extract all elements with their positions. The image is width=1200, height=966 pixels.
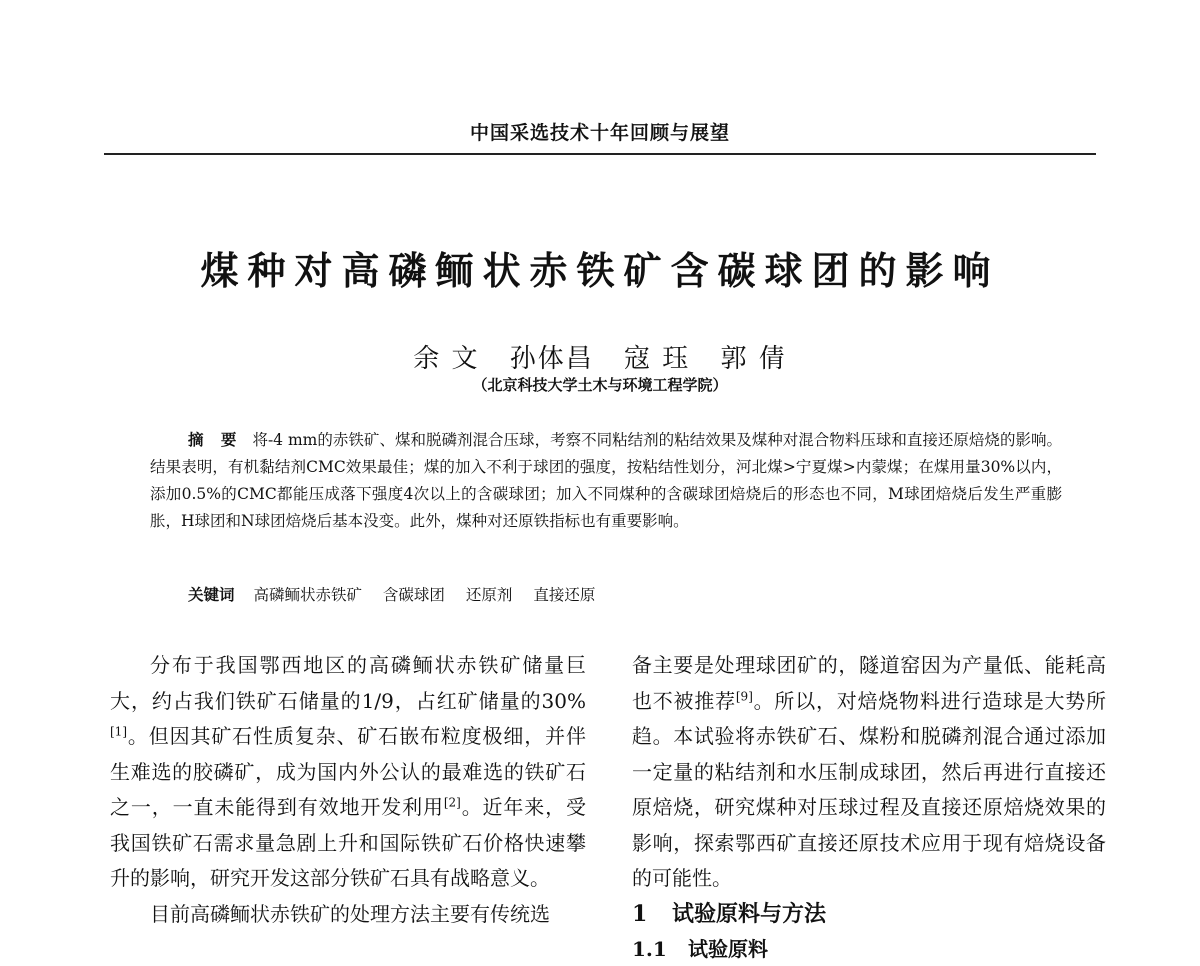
body-paragraph: 分布于我国鄂西地区的高磷鲕状赤铁矿储量巨大，约占我们铁矿石储量的1/9，占红矿储量的30%[1]。但因其矿石性质复杂、矿石嵌布粒度极细，并伴生难选的胶磷矿，成为国内外公认的最难选的铁矿石之一，一直未能得到有效地开发利用[2]。近年来，受我国铁矿石需求量急剧上升和国际铁矿石价格快速攀升的影响，研究开发这部分铁矿石具有战略意义。: [110, 653, 587, 890]
author-name: 郭 倩: [720, 344, 787, 374]
subsection-heading: 1.1 试验原料: [632, 936, 768, 961]
author-name: 寇 珏: [624, 344, 691, 374]
abstract: [150, 426, 1062, 535]
body-paragraph: 目前高磷鲕状赤铁矿的处理方法主要有传统选: [150, 901, 550, 926]
citation: [9]: [735, 688, 753, 703]
keyword: 高磷鲕状赤铁矿: [253, 586, 362, 604]
keyword: 直接还原: [533, 586, 596, 604]
running-header: 中国采选技术十年回顾与展望: [469, 122, 730, 144]
body-column-right: [632, 648, 1106, 966]
keyword: 还原剂: [465, 586, 513, 604]
citation: [2]: [443, 795, 461, 810]
author-name: 孙体昌: [509, 344, 594, 374]
author-list: [0, 338, 1200, 375]
keywords: [188, 583, 611, 605]
keywords-label: 关键词: [188, 585, 235, 604]
author-name: 余 文: [413, 344, 480, 374]
affiliation: （北京科技大学土木与环境工程学院）: [472, 376, 728, 394]
paper-title: 煤种对高磷鲕状赤铁矿含碳球团的影响: [200, 248, 1000, 293]
body-paragraph: 备主要是处理球团矿的，隧道窑因为产量低、能耗高也不被推荐[9]。所以，对焙烧物料进行造球是大势所趋。本试验将赤铁矿石、煤粉和脱磷剂混合通过添加一定量的粘结剂和水压制成球团，然后再进行直接还原焙烧，研究煤种对压球过程及直接还原焙烧效果的影响，探索鄂西矿直接还原技术应用于现有焙烧设备的可能性。: [632, 653, 1107, 890]
citation: [1]: [110, 724, 127, 739]
keyword: 含碳球团: [382, 586, 445, 604]
abstract-label: 摘 要: [188, 430, 243, 449]
section-heading: 1 试验原料与方法: [632, 900, 827, 927]
abstract-text: 将-4 mm的赤铁矿、煤和脱磷剂混合压球，考察不同粘结剂的粘结效果及煤种对混合物料压球和直接还原焙烧的影响。结果表明，有机黏结剂CMC效果最佳；煤的加入不利于球团的强度，按粘结性划分，河北煤>宁夏煤>内蒙煤；在煤用量30%以内，添加0.5%的CMC都能压成落下强度4次以上的含碳球团；加入不同煤种的含碳球团焙烧后的形态也不同，M球团焙烧后发生严重膨胀，H球团和N球团焙烧后基本没变。此外，煤种对还原铁指标也有重要影响。: [150, 431, 1062, 530]
header-rule: [104, 153, 1096, 155]
body-column-left: [110, 648, 586, 932]
